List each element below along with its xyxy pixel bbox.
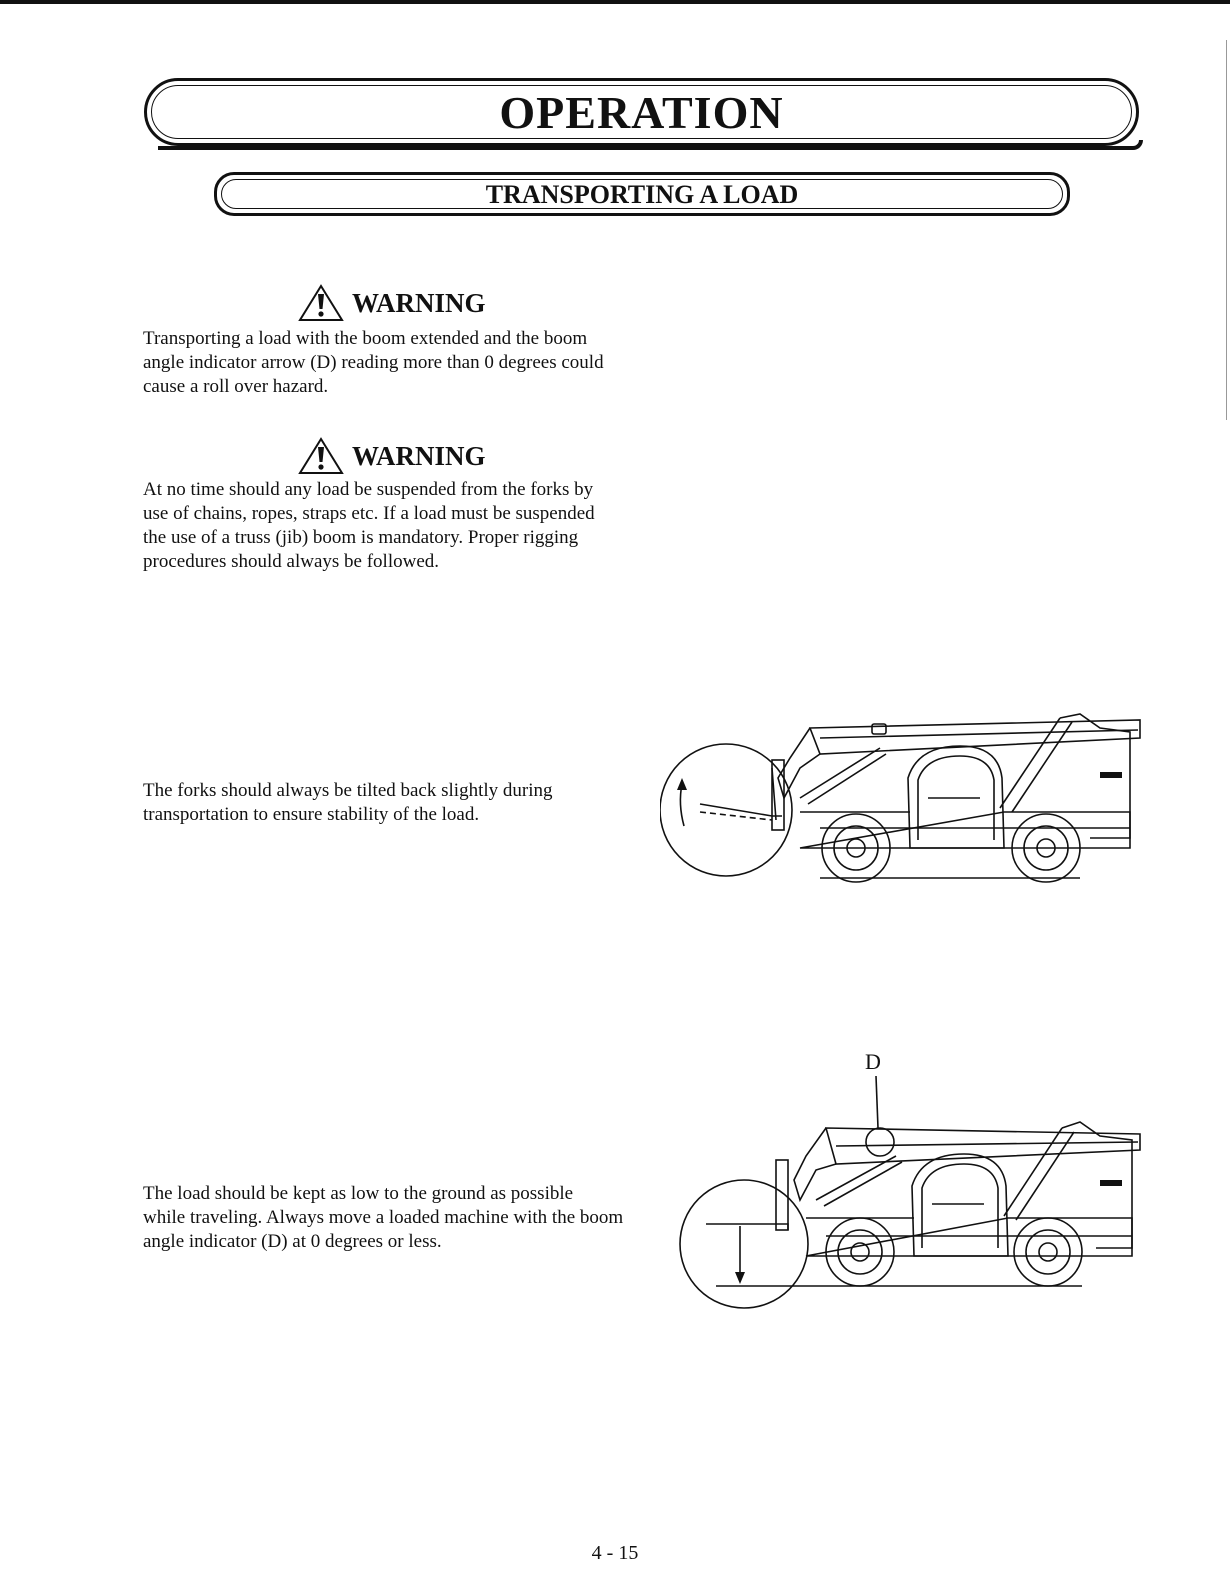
section-banner xyxy=(214,172,1070,216)
forks-tilt-text: The forks should always be tilted back slightly during transportation to ensure stability of the load. xyxy=(143,780,553,825)
warning-text-2: At no time should any load be suspended from the forks by use of chains, ropes, straps etc. If a load must be suspended the use of a truss (jib) boom is mandatory. Proper rigging procedures should always be followed. xyxy=(143,479,595,572)
warning-heading-2 xyxy=(298,436,486,476)
load-low-text: The load should be kept as low to the ground as possible while traveling. Always move a loaded machine with the boom angle indicator (D) at 0 degrees or less. xyxy=(143,1183,624,1252)
warning-heading-1 xyxy=(298,283,486,323)
warning-triangle-icon xyxy=(298,437,344,475)
page-title: OPERATION xyxy=(499,87,784,138)
page-number: 4 - 15 xyxy=(591,1542,639,1564)
warning-text-1: Transporting a load with the boom extended and the boom angle indicator arrow (D) reading more than 0 degrees could cause a roll over hazard. xyxy=(143,328,604,397)
edge-rule xyxy=(1226,40,1227,420)
telehandler-forks-tilted-back-figure xyxy=(660,708,1150,884)
indicator-d-label: D xyxy=(865,1049,881,1074)
telehandler-load-low-figure xyxy=(676,1076,1150,1312)
warning-heading-text: WARNING xyxy=(352,287,486,318)
title-banner xyxy=(144,78,1139,146)
top-rule xyxy=(0,0,1230,4)
warning-triangle-icon xyxy=(298,284,344,322)
section-title: TRANSPORTING A LOAD xyxy=(485,180,799,209)
warning-heading-text: WARNING xyxy=(352,440,486,471)
